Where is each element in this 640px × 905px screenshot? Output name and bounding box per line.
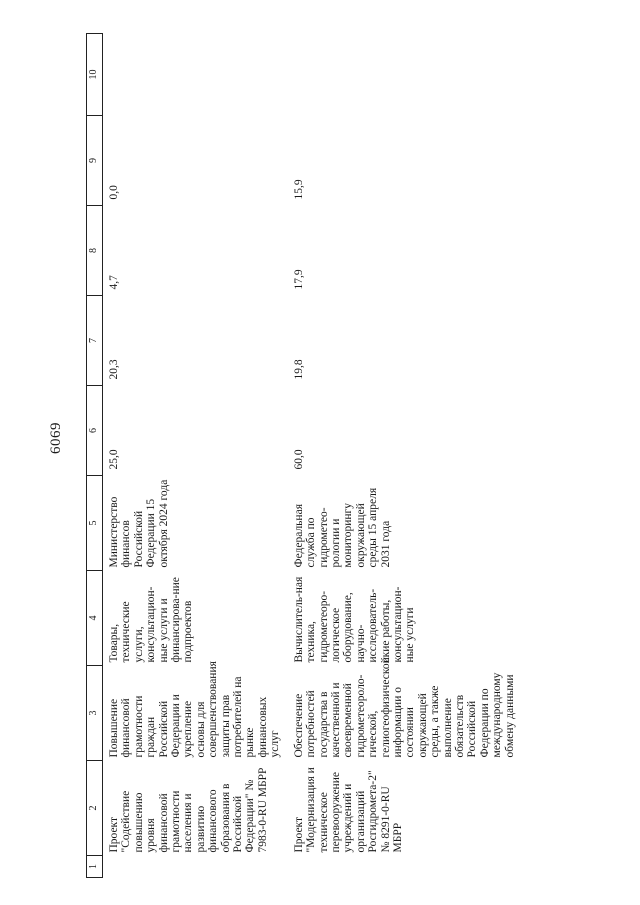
procurement-type-cell: Товары, технические услуги, консультацион-ные услуги и финансирова-ние подпроектов	[108, 577, 195, 663]
project-goal-cell: Обеспечение потребностей государства в качественной и своевременной гидрометеороло-гической, гелиогеофизической информации о состоянии окружающей среды, а также выполнение обязательств Российской Федерации по международному обмену данными	[292, 657, 516, 758]
procurement-type-cell: Вычислитель-ная техника, гидрометеоро-логическое оборудование, научно-исследователь-ские работы, консультацион-ные услуги	[292, 576, 417, 663]
table-cell	[292, 34, 516, 116]
column-header: 9	[87, 116, 103, 206]
table-cell: 19,8	[292, 359, 305, 380]
table-cell: 25,0	[108, 449, 120, 470]
column-header: 10	[87, 34, 103, 116]
page-number: 6069	[48, 422, 64, 454]
table-cell: 4,7	[108, 275, 120, 290]
table-cell: 60,0	[292, 449, 305, 470]
table-cell: 17,9	[292, 269, 305, 290]
project-name-cell: Проект "Содействие повышению уровня финансовой грамотности населения и развитию финансового образования в Российской Федерации" № 7983-0-RU МБРР	[108, 767, 269, 853]
column-header: 7	[87, 296, 103, 386]
executor-cell: Министерство финансов Российской Федерации 15 октября 2024 года	[108, 479, 170, 568]
data-table	[86, 33, 516, 878]
project-name-cell: Проект "Модернизация и техническое перевооружение учреждений и организаций Росгидромета-2" № 8291-0-RU МБРР	[292, 767, 404, 853]
table-cell: 0,0	[108, 185, 120, 200]
table-cell: 15,9	[292, 179, 305, 200]
column-header: 3	[87, 666, 103, 761]
header-row	[87, 34, 103, 878]
table-cell: 20,3	[108, 359, 120, 380]
table-cell	[292, 856, 516, 878]
table-cell	[103, 856, 292, 878]
rotated-table-container	[86, 34, 616, 878]
column-header: 4	[87, 571, 103, 666]
column-header: 2	[87, 761, 103, 856]
table-row	[292, 34, 516, 878]
column-header: 1	[87, 856, 103, 878]
column-header: 5	[87, 476, 103, 571]
project-goal-cell: Повышение финансовой грамотности граждан Российской Федерации и укрепление основы для совершенствования защиты прав потребителей на рынке финансовых услуг	[108, 661, 282, 758]
executor-cell: Федеральная служба по гидрометео-рологии и мониторингу окружающей среды 15 апреля 2031 года	[292, 487, 392, 568]
table-cell	[103, 34, 292, 116]
column-header: 6	[87, 386, 103, 476]
table-row	[103, 34, 292, 878]
column-header: 8	[87, 206, 103, 296]
